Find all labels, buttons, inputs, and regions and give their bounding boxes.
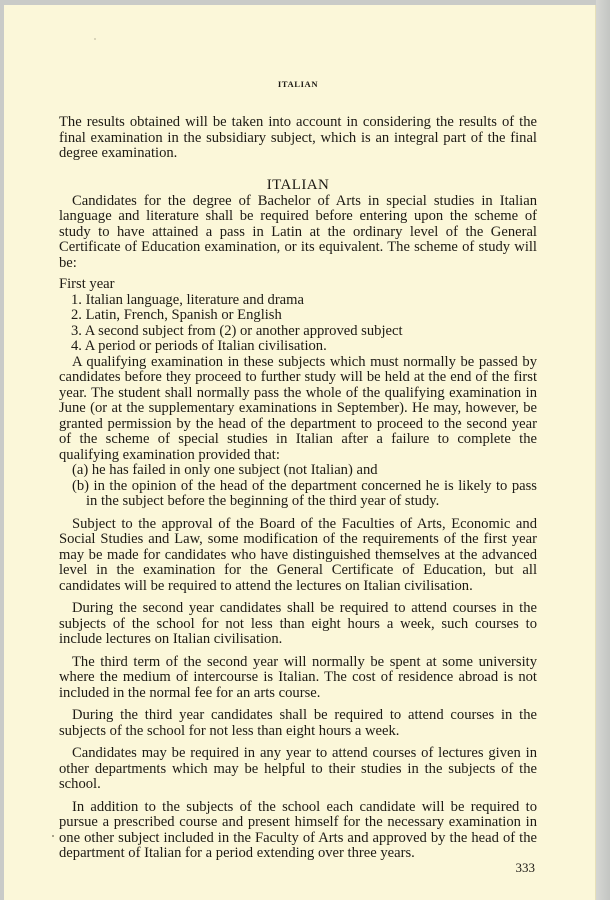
list-item: 1. Italian language, literature and drama: [71, 291, 304, 308]
other-departments-paragraph: Candidates may be required in any year to attend courses of lectures given in other departments which may be helpful to their studies in the subjects of the school.: [59, 745, 537, 792]
paper-speck: [52, 835, 54, 837]
list-item: 3. A second subject from (2) or another approved subject: [71, 322, 403, 339]
modification-paragraph: Subject to the approval of the Board of the Faculties of Arts, Economic and Social Studies and Law, some modification of the requirements of the first year may be made for candidates who have distinguished themselves at the advanced level in the examination for the General Certificate of Education, but all candidates will be required to attend the lectures on Italian civilisation.: [59, 515, 537, 594]
first-year-subject-list: [59, 293, 537, 355]
second-year-paragraph: During the second year candidates shall be required to attend courses in the subjects of the school for not less than eight hours a week, such courses to include lectures on Italian civilisation.: [59, 600, 537, 647]
qualifying-paragraph: A qualifying examination in these subjects which must normally be passed by candidates before they proceed to further study will be held at the end of the first year. The student shall normally pass the whole of the qualifying examination in June (or at the supplementary examinations in September). He may, however, be granted permission by the head of the department to proceed to the second year of the scheme of special studies in Italian after a failure to complete the qualifying examination provided that:: [59, 353, 537, 463]
other-subject-paragraph: In addition to the subjects of the school each candidate will be required to pursue a prescribed course and present himself for the necessary examination in one other subject included in the Faculty of Arts and approved by the head of the department of Italian for a period extending over three years.: [59, 798, 537, 861]
scanner-edge: [596, 0, 610, 900]
running-head: ITALIAN: [277, 79, 319, 89]
list-item: 4. A period or periods of Italian civilisation.: [71, 338, 327, 354]
third-term-paragraph: The third term of the second year will normally be spent at some university where the medium of intercourse is Italian. The cost of residence abroad is not included in the normal fee for an arts course.: [59, 653, 537, 701]
intro-paragraph: The results obtained will be taken into account in considering the results of the final examination in the subsidiary subject, which is an integral part of the final degree examination.: [59, 114, 537, 161]
body-flow: [59, 115, 537, 862]
condition-item: (a) he has failed in only one subject (not Italian) and: [72, 462, 378, 478]
admission-paragraph: Candidates for the degree of Bachelor of Arts in special studies in Italian language and literature shall be required before entering upon the scheme of study to have attained a pass in Latin at the ordinary level of the General Certificate of Education examination, or its equivalent. The scheme of study will be:: [59, 192, 537, 271]
first-year-label: First year: [59, 276, 115, 292]
condition-item: (b) in the opinion of the head of the department concerned he is likely to pass in the subject before the beginning of the third year of study.: [72, 477, 537, 509]
paper-speck: [94, 38, 96, 40]
section-title: ITALIAN: [266, 176, 330, 193]
third-year-paragraph: During the third year candidates shall be required to attend courses in the subjects of the school for not less than eight hours a week.: [59, 707, 537, 739]
page-number: 333: [515, 860, 535, 875]
book-page: [4, 5, 596, 900]
list-item: 2. Latin, French, Spanish or English: [71, 307, 282, 323]
